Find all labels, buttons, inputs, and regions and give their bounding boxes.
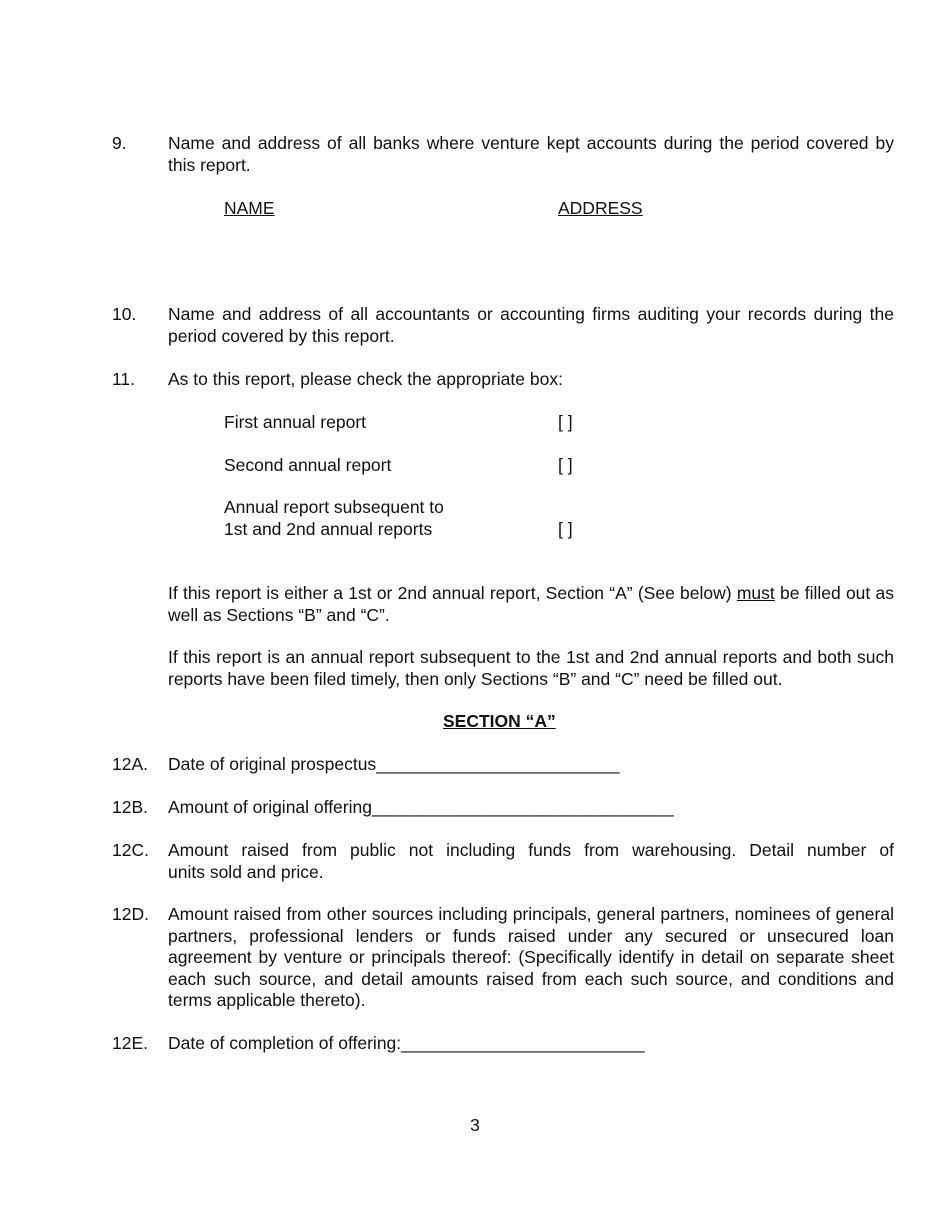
item-12d-text: Amount raised from other sources including principals, general partners, nominees of general partners, professional lenders or funds raised under any secured or unsecured loan agreement by venture or principals thereof: (Specifically identify in detail on separate sheet each such source, and detail amounts raised from each such source, and conditions and terms applicable thereto). <box>168 904 894 1010</box>
original-offering-amount-field[interactable]: _______________________________ <box>371 797 674 817</box>
address-column-header: ADDRESS <box>558 198 643 218</box>
item-12e-number: 12E. <box>112 1033 148 1053</box>
item-12a-number: 12A. <box>112 754 148 774</box>
option-second-annual-report-checkbox[interactable]: [ ] <box>558 455 573 475</box>
option-subsequent-report-label <box>224 497 444 540</box>
option-subsequent-report-label-line1: Annual report subsequent to <box>224 497 444 517</box>
note1-must: must <box>736 583 775 603</box>
note1-text-b: be filled out as well as Sections “B” and “C”. <box>168 583 894 625</box>
name-column-header: NAME <box>224 198 275 218</box>
item-9-number: 9. <box>112 133 127 153</box>
option-subsequent-report-label-line2: 1st and 2nd annual reports <box>224 518 433 539</box>
option-first-annual-report-checkbox[interactable]: [ ] <box>558 412 573 432</box>
subsequent-report-note: If this report is an annual report subsequent to the 1st and 2nd annual reports and both such reports have been filed timely, then only Sections “B” and “C” need be filled out. <box>168 647 894 689</box>
option-first-annual-report-label: First annual report <box>224 412 367 432</box>
item-9-text: Name and address of all banks where venture kept accounts during the period covered by this report. <box>168 133 894 175</box>
item-10-text: Name and address of all accountants or accounting firms auditing your records during the period covered by this report. <box>168 304 894 346</box>
item-12c-line1: Amount raised from public not including funds from warehousing. Detail number of <box>168 840 894 860</box>
item-11-text: As to this report, please check the appropriate box: <box>168 369 563 389</box>
item-12e-line <box>168 1033 644 1054</box>
page-number: 3 <box>470 1115 480 1135</box>
item-12e-label: Date of completion of offering: <box>168 1033 402 1053</box>
item-12a-label: Date of original prospectus <box>168 754 377 774</box>
item-10-number: 10. <box>112 304 137 324</box>
note1-text-a: If this report is either a 1st or 2nd annual report, Section “A” (See below) <box>168 583 737 603</box>
option-subsequent-report-checkbox[interactable]: [ ] <box>558 519 573 539</box>
section-a-requirement-note <box>168 583 894 626</box>
offering-completion-date-field[interactable]: _________________________ <box>401 1033 645 1053</box>
item-12a-line <box>168 754 620 775</box>
original-prospectus-date-field[interactable]: _________________________ <box>376 754 620 774</box>
item-12b-line <box>168 797 674 818</box>
item-12c-number: 12C. <box>112 840 149 860</box>
option-second-annual-report-label: Second annual report <box>224 455 392 475</box>
section-a-title: SECTION “A” <box>443 711 556 731</box>
item-12b-label: Amount of original offering <box>168 797 372 817</box>
item-12b-number: 12B. <box>112 797 148 817</box>
item-12c-line2: units sold and price. <box>168 861 324 882</box>
item-11-number: 11. <box>112 369 136 389</box>
item-12d-number: 12D. <box>112 904 149 924</box>
